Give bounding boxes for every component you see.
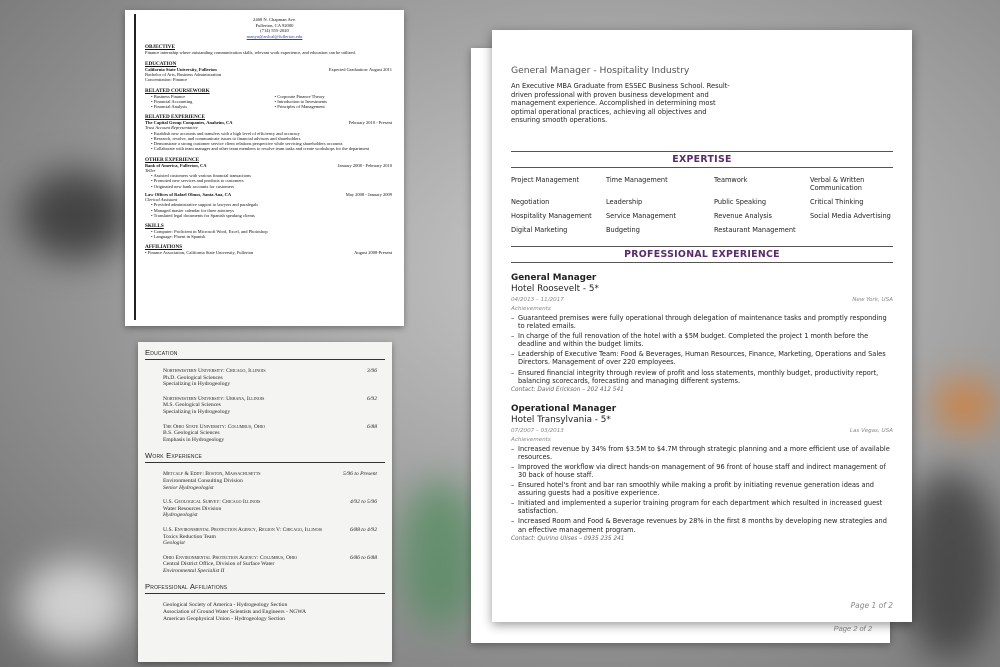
email-link[interactable]: manyu@anfcal@fullerton.edu	[246, 33, 303, 39]
list-item: – In charge of the full renovation of the hotel with a $5M budget. Completed the project 1 month before the deadline and within the budget limits.	[511, 332, 893, 348]
role: Trust Account Representative	[145, 125, 198, 131]
list-item: – Increased Room and Food & Beverage revenues by 28% in the first 8 months by developing new strategies and an effective management program.	[511, 517, 893, 533]
job-contact: Contact: David Erickson – 202 412 541	[511, 386, 624, 393]
list-item: • Business Finance	[151, 94, 269, 99]
date: 6/88	[367, 423, 377, 430]
resume-document-finance	[125, 10, 404, 326]
list-item: – Guaranteed premises were fully operational through delegation of maintenance tasks and promptly responding to related emails.	[511, 314, 893, 330]
job-title-heading: General Manager - Hospitality Industry	[511, 65, 690, 76]
date: January 2008 - February 2010	[337, 162, 392, 168]
job-title: General Manager	[511, 272, 597, 283]
other-experience-heading: OTHER EXPERIENCE	[145, 156, 200, 163]
achievements-label: Achievements	[511, 436, 551, 443]
skill-item: Verbal & Written Communication	[810, 175, 865, 192]
list-item: • Demonstrate a strong customer service client relations perspective while servicing shareholders accounts	[151, 141, 392, 146]
resume-page-1	[492, 30, 912, 622]
achievements-label: Achievements	[511, 305, 551, 312]
affiliations-heading: AFFILIATIONS	[145, 244, 183, 251]
summary-text: An Executive MBA Graduate from ESSEC Business School. Result-driven professional with proven business development and management experience. Accomplished in determining most optimal operational practices, achieving all objectives and ensuring smooth operations.	[511, 82, 730, 125]
list-item: • Translated legal documents for Spanish speaking clients	[151, 213, 392, 218]
job-location: Las Vegas, USA	[849, 427, 893, 434]
coursework-heading: RELATED COURSEWORK	[145, 87, 210, 94]
job-entry	[511, 273, 893, 393]
list-item: • Computer: Proficient in Microsoft Word, Excel, and Photoshop	[151, 229, 392, 234]
list-item: • Collaborate with team manager and other team members to resolve team tasks and create workshops for the department	[151, 146, 392, 151]
objective-text: Finance internship where outstanding communication skills, relevant work experience, and education can be utilized.	[145, 50, 356, 56]
date: 3/96	[367, 368, 377, 374]
date: May 2008 - January 2009	[345, 191, 392, 197]
list-item: • Promoted new services and products to customers	[151, 178, 392, 183]
education-heading: Education	[145, 348, 385, 360]
work-entry: 6/88 to 4/92 U.S. Environmental Protection Agency, Region V: Chicago, Illinois Toxics Reduction Team Geologist	[163, 526, 377, 547]
list-item: – Leadership of Executive Team: Food & Beverages, Human Resources, Finance, Marketing, Operations and Sales Directors. Management of over 220 employees.	[511, 350, 893, 366]
affiliations-list: Geological Society of America - Hydrogeology Section Association of Ground Water Scientists and Engineers - NGWA American Geophysical Union - Hydrogeology Section	[163, 602, 306, 622]
edu-entry: 6/88 The Ohio State University: Columbus, Ohio B.S. Geological Sciences Emphasis in Hydrogeology	[163, 423, 377, 443]
skill-item: Critical Thinking	[810, 197, 864, 206]
date: 6/88 to 4/92	[349, 526, 377, 533]
edu-degree: Bachelor of Arts, Business Administration	[145, 71, 222, 77]
role: Teller	[145, 167, 156, 173]
list-item: • Managed master calendar for three attorneys	[151, 208, 392, 213]
list-item: • Financial Analysis	[151, 104, 269, 109]
job-entry	[511, 404, 893, 542]
contact-block: 2468 N. Chapman Ave. Fullerton, CA 92000 (714) 555-2020 manyu@anfcal@fullerton.edu	[157, 17, 392, 39]
date: 5/96 to Present	[343, 471, 377, 478]
work-heading: Work Experience	[145, 451, 385, 463]
list-item: • Provided administrative support to lawyers and paralegals	[151, 202, 392, 207]
skill-item: Digital Marketing	[511, 225, 568, 234]
skill-item: Hospitality Management	[511, 211, 592, 220]
edu-date: Expected Graduation: August 2011	[328, 66, 392, 72]
experience-heading: PROFESSIONAL EXPERIENCE	[511, 246, 893, 263]
company: The Capital Group Companies, Anaheim, CA	[145, 120, 233, 126]
date: 4/92 to 5/96	[349, 499, 377, 506]
date: 6/86 to 6/88	[349, 554, 377, 561]
list-item: • Language: Fluent in Spanish	[151, 234, 392, 239]
expertise-heading: EXPERTISE	[511, 151, 893, 168]
education-heading: EDUCATION	[145, 60, 177, 67]
expertise-grid	[511, 176, 893, 234]
work-entry: 6/86 to 6/88 Ohio Environmental Protection Agency: Columbus, Ohio Central District Office, Division of Surface Water Environmental Specialist II	[163, 554, 377, 574]
job-company: Hotel Transylvania - 5*	[511, 414, 611, 425]
company: Law Offices of Rafael Olmos, Santa Ana, CA	[145, 191, 232, 197]
affiliations-heading: Professional Affiliations	[145, 582, 385, 594]
job-company: Hotel Roosevelt - 5*	[511, 283, 599, 294]
background-blur-green	[400, 480, 480, 630]
affiliation: • Finance Association, California State University, Fullerton	[145, 250, 254, 256]
courses-left	[145, 94, 269, 110]
role: Clerical Assistant	[145, 197, 178, 203]
resume-document-hydrogeology	[138, 342, 392, 662]
date: August 2008-Present	[354, 250, 392, 256]
edu-entry: 3/96 Northwestern University: Chicago, Illinois Ph.D. Geological Sciences Specializing in Hydrogeology	[163, 368, 377, 388]
list-item: • Assisted customers with various financial transactions	[151, 173, 392, 178]
job-contact: Contact: Quirino Ulises – 0935 235 241	[511, 535, 625, 542]
work-entry: 4/92 to 5/96 U.S. Geological Survey: Chicago Illinois Water Resources Division Hydrogeologist	[163, 499, 377, 519]
work-entry: 5/96 to Present Metcalf & Eddy: Boston, Massachusetts Environmental Consulting Division Senior Hydrogeologist	[163, 471, 377, 491]
background-blur-light	[20, 560, 130, 650]
background-blur-dark	[20, 170, 130, 260]
objective-heading: OBJECTIVE	[145, 44, 175, 51]
skills-heading: SKILLS	[145, 222, 164, 229]
skill-item: Revenue Analysis	[714, 211, 772, 220]
list-item: – Ensured hotel's front and bar ran smoothly while making a profit by initiating revenue generation ideas and assuring guests had a positive experience.	[511, 481, 893, 497]
edu-school: California State University, Fullerton	[145, 66, 217, 72]
date: February 2010 - Present	[348, 120, 392, 126]
skill-item	[810, 226, 894, 234]
edu-entry: 6/92 Northwestern University: Urbana, Illinois M.S. Geological Sciences Specializing in Hydrogeology	[163, 395, 377, 415]
job-title: Operational Manager	[511, 403, 617, 414]
list-item: • Establish new accounts and transfers with a high level of efficiency and accuracy	[151, 131, 392, 136]
skill-item: Service Management	[606, 211, 676, 220]
job-dates: 04/2013 – 11/2017	[511, 296, 564, 303]
page-number: Page 1 of 2	[850, 601, 893, 610]
skill-item: Time Management	[606, 175, 668, 184]
list-item: • Principles of Management	[275, 104, 393, 109]
skill-item: Social Media Advertising	[810, 211, 891, 220]
left-rule	[134, 14, 136, 320]
skill-item: Restaurant Management	[714, 225, 796, 234]
skill-item: Leadership	[606, 197, 643, 206]
list-item: – Initiated and implemented a superior training program for each department which resulted in increased guest satisfaction.	[511, 499, 893, 515]
date: 6/92	[367, 395, 377, 402]
list-item: – Increased revenue by 34% from $3.5M to $4.7M through strategic planning and a more efficient use of available resources.	[511, 445, 893, 461]
job-dates: 07/2007 – 03/2013	[511, 427, 564, 434]
edu-concentration: Concentration: Finance	[145, 77, 188, 83]
list-item: • Research, resolve, and communicate issues to financial advisors and shareholders	[151, 136, 392, 141]
list-item: • Financial Accounting	[151, 99, 269, 104]
skill-item: Project Management	[511, 175, 580, 184]
list-item: • Corporate Finance Theory	[275, 94, 393, 99]
courses-right	[269, 94, 393, 110]
list-item: – Ensured financial integrity through review of profit and loss statements, monthly budget, productivity report, balancing scorecards, forecasting and managing different systems.	[511, 369, 893, 385]
skill-item: Budgeting	[606, 225, 640, 234]
skill-item: Negotiation	[511, 197, 550, 206]
list-item: – Improved the workflow via direct hands-on management of 96 front of house staff and indirect management of 30 back of house staff.	[511, 463, 893, 479]
background-blur-dark2	[900, 470, 1000, 660]
job-location: New York, USA	[852, 296, 893, 303]
list-item: • Introduction to Investments	[275, 99, 393, 104]
list-item: • Originated new bank accounts for customers	[151, 184, 392, 189]
company: Bank of America, Fullerton, CA	[145, 162, 207, 168]
background-blur-orange	[935, 380, 995, 430]
skill-item: Teamwork	[714, 175, 748, 184]
skill-item: Public Speaking	[714, 197, 767, 206]
related-experience-heading: RELATED EXPERIENCE	[145, 114, 206, 121]
page-number: Page 2 of 2	[833, 624, 872, 633]
